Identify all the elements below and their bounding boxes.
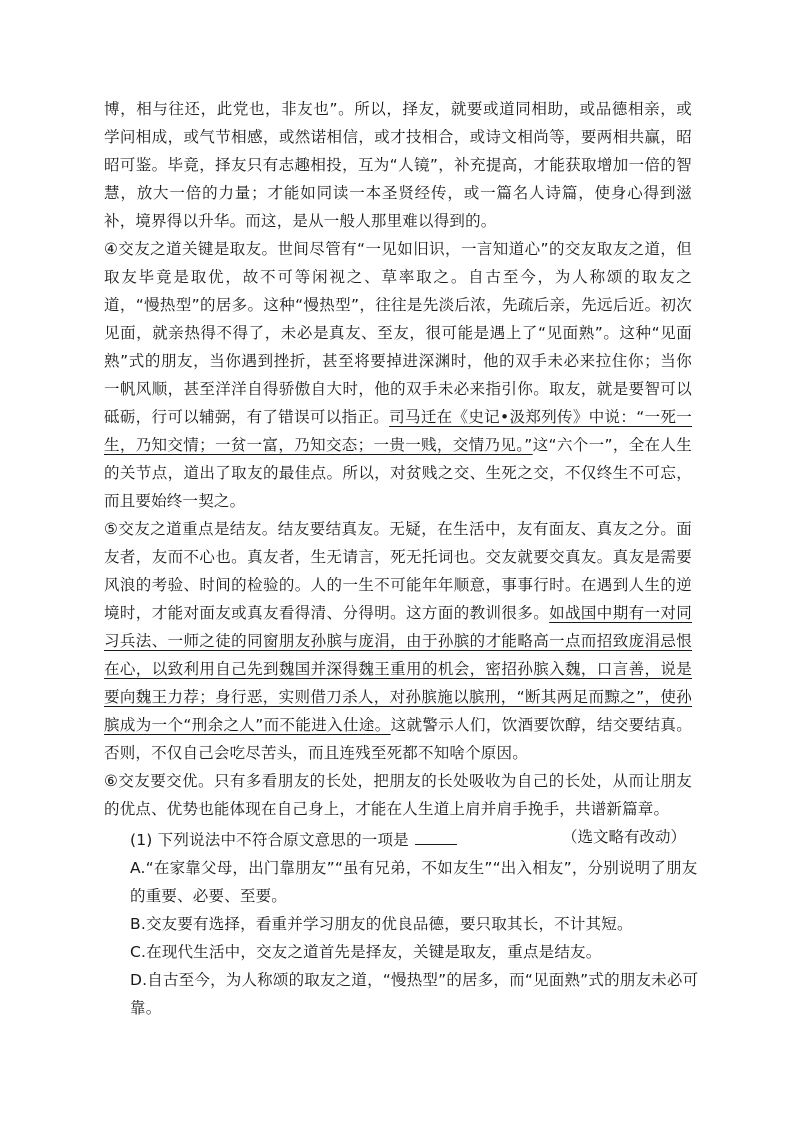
- paragraph-5: [104, 515, 692, 767]
- question-1: [130, 826, 700, 1022]
- article-body: [104, 95, 692, 851]
- option-b: B.交友要有选择，看重并学习朋友的优良品德，要只取其长，不计其短。: [130, 915, 633, 933]
- paragraph-5-underlined-example: 如战国中期有一对同习兵法、一师之徒的同窗朋友孙膑与庞涓，由于孙膑的才能略高一点而招致庞涓忌恨在心，以致利用自己先到魏国并深得魏王重用的机会，密招孙膑入魏，口言善，说是要向魏王力荐；身行恶，实则借刀杀人，对孙膑施以膑刑，“断其两足而黥之”，使孙膑成为一个“刑余之人”而不能进入仕途。: [104, 604, 692, 734]
- option-c: C.在现代生活中，交友之道首先是择友，关键是取友，重点是结友。: [130, 943, 602, 961]
- source-note: （选文略有改动）: [561, 828, 686, 846]
- paragraph-3-ending: 博，相与往还，此党也，非友也”。所以，择友，就要或道同相助，或品德相亲，或学问相成，或气节相感，或然诺相信，或才技相合，或诗文相尚等，要两相共赢，昭昭可鉴。毕竟，择友只有志趣相投，互为“人镜”，补充提高，才能获取增加一倍的智慧，放大一倍的力量；才能如同读一本圣贤经传，或一篇名人诗篇，使身心得到滋补，境界得以升华。而这，是从一般人那里难以得到的。: [104, 100, 692, 230]
- paragraph-4-text-a: ④交友之道关键是取友。世间尽管有“一见如旧识，一言知道心”的交友取友之道，但取友毕竟是取优，故不可等闲视之、草率取之。自古至今，为人称颂的取友之道，“慢热型”的居多。这种“慢热型”，往往是先淡后浓，先疏后亲，先远后近。初次见面，就亲热得不得了，未必是真友、至友，很可能是遇上了“见面熟”。这种“见面熟”式的朋友，当你遇到挫折，甚至将要掉进深渊时，他的双手未必来拉住你；当你一帆风顺，甚至洋洋自得骄傲自大时，他的双手未必来指引你。取友，就是要智可以砥砺，行可以辅弼，有了错误可以指正。: [104, 240, 692, 426]
- question-stem-text: (1) 下列说法中不符合原文意思的一项是: [130, 831, 409, 849]
- paragraph-5-text-b: 这就警示人们，饮酒要饮醇，结交要结真。否则，不仅自己会吃尽苦头，而且连残至死都不知啥个原因。: [104, 716, 692, 762]
- option-a: A.“在家靠父母，出门靠朋友”“虽有兄弟，不如友生”“出入相友”，分别说明了朋友的重要、必要、至要。: [130, 859, 698, 905]
- paragraph-6: ⑥交友要交优。只有多看朋友的长处，把朋友的长处吸收为自己的长处，从而让朋友的优点、优势也能体现在自己身上，才能在人生道上肩并肩手挽手，共谱新篇章。: [104, 772, 692, 818]
- paragraph-4-text-b: 这“六个一”，全在人生的关节点，道出了取友的最佳点。所以，对贫贱之交、生死之交，不仅终生不可忘，而且要始终一契之。: [104, 436, 692, 510]
- paragraph-5-text-a: ⑤交友之道重点是结友。结友要结真友。无疑，在生活中，友有面友、真友之分。面友者，友而不心也。真友者，生无请言，死无托词也。交友就要交真友。真友是需要风浪的考验、时间的检验的。人的一生不可能年年顺意，事事行时。在遇到人生的逆境时，才能对面友或真友看得清、分得明。这方面的教训很多。: [104, 520, 692, 622]
- paragraph-4: [104, 235, 692, 515]
- answer-blank[interactable]: [415, 828, 457, 845]
- option-d: D.自古至今，为人称颂的取友之道，“慢热型”的居多，而“见面熟”式的朋友未必可靠。: [130, 971, 699, 1017]
- question-stem: [130, 826, 700, 854]
- paragraph-4-underlined-quote: 司马迁在《史记•汲郑列传》中说：“一死一生，乃知交情；一贫一富，乃知交态；一贵一贱，交情乃见。”: [104, 408, 692, 454]
